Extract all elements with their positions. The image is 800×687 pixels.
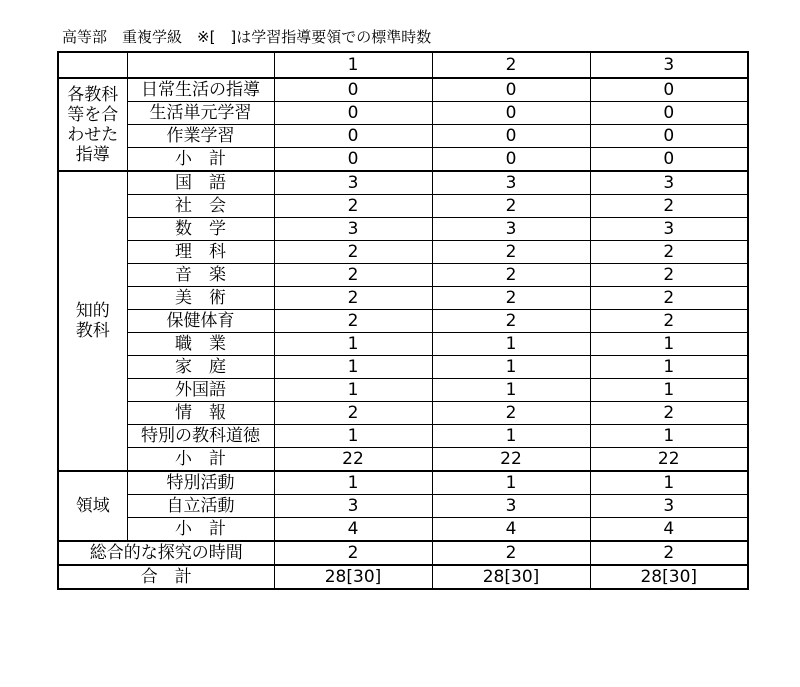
hours-cell-grade-1: 3 xyxy=(274,495,432,518)
hours-cell-grade-3: 3 xyxy=(590,218,748,241)
grade-header-1: 1 xyxy=(274,52,432,78)
hours-cell-grade-2: 1 xyxy=(432,471,590,495)
grand-total-cell-grade-2: 28[30] xyxy=(432,565,590,589)
header-blank-cell xyxy=(127,52,274,78)
subject-label: 外国語 xyxy=(127,379,274,402)
subject-label: 音 楽 xyxy=(127,264,274,287)
hours-cell-grade-1: 3 xyxy=(274,171,432,195)
table-row xyxy=(58,78,748,102)
hours-cell-grade-3: 3 xyxy=(590,171,748,195)
hours-cell-grade-2: 3 xyxy=(432,171,590,195)
category-cell xyxy=(58,78,127,171)
table-row xyxy=(58,379,748,402)
hours-cell-grade-3: 2 xyxy=(590,310,748,333)
subject-label: 特別活動 xyxy=(127,471,274,495)
subject-label: 小 計 xyxy=(127,448,274,472)
category-cell xyxy=(58,171,127,471)
hours-cell-grade-3: 0 xyxy=(590,148,748,172)
table-row xyxy=(58,402,748,425)
hours-cell-grade-2: 0 xyxy=(432,125,590,148)
hours-cell-grade-1: 0 xyxy=(274,125,432,148)
hours-cell-grade-1: 0 xyxy=(274,78,432,102)
hours-cell-grade-3: 3 xyxy=(590,495,748,518)
hours-cell-grade-3: 1 xyxy=(590,471,748,495)
header-blank-cell xyxy=(58,52,127,78)
category-line: 領域 xyxy=(75,496,110,516)
hours-cell-grade-2: 3 xyxy=(432,495,590,518)
category-line: 各教科 xyxy=(67,84,119,105)
hours-cell-grade-2: 2 xyxy=(432,264,590,287)
hours-cell-grade-2: 22 xyxy=(432,448,590,472)
grand-total-row xyxy=(58,565,748,589)
hours-cell-grade-2: 2 xyxy=(432,241,590,264)
hours-cell-grade-2: 1 xyxy=(432,356,590,379)
hours-cell-grade-3: 1 xyxy=(590,379,748,402)
hours-cell-grade-3: 4 xyxy=(590,518,748,542)
hours-cell-grade-1: 2 xyxy=(274,241,432,264)
hours-cell-grade-1: 0 xyxy=(274,148,432,172)
table-row xyxy=(58,125,748,148)
hours-cell-grade-1: 1 xyxy=(274,425,432,448)
hours-cell-grade-1: 2 xyxy=(274,264,432,287)
grand-total-cell-grade-3: 28[30] xyxy=(590,565,748,589)
category-line: 指導 xyxy=(75,144,110,165)
hours-cell-grade-3: 2 xyxy=(590,264,748,287)
table-row xyxy=(58,471,748,495)
hours-cell-grade-1: 0 xyxy=(274,102,432,125)
hours-cell-grade-2: 0 xyxy=(432,78,590,102)
hours-cell-grade-3: 0 xyxy=(590,125,748,148)
table-row xyxy=(58,448,748,472)
table-caption: 高等部 重複学級 ※[ ]は学習指導要領での標準時数 xyxy=(62,28,432,46)
category-line: 教科 xyxy=(75,321,110,341)
subject-label: 数 学 xyxy=(127,218,274,241)
subject-label: 家 庭 xyxy=(127,356,274,379)
hours-cell-grade-2: 2 xyxy=(432,287,590,310)
integrated-study-cell-grade-1: 2 xyxy=(274,541,432,565)
subject-label: 作業学習 xyxy=(127,125,274,148)
hours-cell-grade-1: 4 xyxy=(274,518,432,542)
table-row xyxy=(58,495,748,518)
grade-header-2: 2 xyxy=(432,52,590,78)
hours-cell-grade-3: 1 xyxy=(590,333,748,356)
table-row xyxy=(58,310,748,333)
hours-cell-grade-1: 1 xyxy=(274,379,432,402)
hours-cell-grade-1: 1 xyxy=(274,356,432,379)
hours-cell-grade-3: 1 xyxy=(590,425,748,448)
integrated-study-cell-grade-2: 2 xyxy=(432,541,590,565)
table-row xyxy=(58,333,748,356)
subject-label: 日常生活の指導 xyxy=(127,78,274,102)
integrated-study-cell-grade-3: 2 xyxy=(590,541,748,565)
subject-label: 小 計 xyxy=(127,518,274,542)
table-row xyxy=(58,102,748,125)
hours-cell-grade-1: 2 xyxy=(274,287,432,310)
integrated-study-label: 総合的な探究の時間 xyxy=(58,541,274,565)
hours-cell-grade-2: 2 xyxy=(432,402,590,425)
hours-cell-grade-1: 2 xyxy=(274,310,432,333)
subject-label: 職 業 xyxy=(127,333,274,356)
category-line: 知的 xyxy=(75,301,110,321)
hours-table xyxy=(57,51,749,590)
hours-cell-grade-3: 2 xyxy=(590,287,748,310)
hours-cell-grade-1: 2 xyxy=(274,402,432,425)
grade-header-3: 3 xyxy=(590,52,748,78)
hours-cell-grade-2: 1 xyxy=(432,379,590,402)
hours-cell-grade-3: 0 xyxy=(590,102,748,125)
hours-cell-grade-1: 22 xyxy=(274,448,432,472)
subject-label: 理 科 xyxy=(127,241,274,264)
hours-cell-grade-1: 3 xyxy=(274,218,432,241)
hours-cell-grade-2: 3 xyxy=(432,218,590,241)
hours-cell-grade-2: 4 xyxy=(432,518,590,542)
table-row xyxy=(58,287,748,310)
subject-label: 社 会 xyxy=(127,195,274,218)
table-row xyxy=(58,264,748,287)
subject-label: 美 術 xyxy=(127,287,274,310)
hours-cell-grade-1: 1 xyxy=(274,333,432,356)
hours-cell-grade-2: 0 xyxy=(432,148,590,172)
subject-label: 国 語 xyxy=(127,171,274,195)
table-row xyxy=(58,356,748,379)
header-row xyxy=(58,52,748,78)
table-row xyxy=(58,195,748,218)
category-line: わせた xyxy=(67,124,119,145)
hours-cell-grade-3: 2 xyxy=(590,195,748,218)
subject-label: 保健体育 xyxy=(127,310,274,333)
grand-total-label: 合 計 xyxy=(58,565,274,589)
table-row xyxy=(58,218,748,241)
hours-cell-grade-3: 0 xyxy=(590,78,748,102)
subject-label: 情 報 xyxy=(127,402,274,425)
hours-cell-grade-3: 2 xyxy=(590,402,748,425)
category-line: 等を合 xyxy=(67,104,119,125)
hours-cell-grade-2: 1 xyxy=(432,425,590,448)
subject-label: 生活単元学習 xyxy=(127,102,274,125)
hours-cell-grade-1: 2 xyxy=(274,195,432,218)
integrated-study-row xyxy=(58,541,748,565)
hours-table-body xyxy=(58,52,748,589)
hours-cell-grade-2: 2 xyxy=(432,195,590,218)
table-row xyxy=(58,518,748,542)
table-row xyxy=(58,241,748,264)
hours-cell-grade-1: 1 xyxy=(274,471,432,495)
table-row xyxy=(58,171,748,195)
hours-cell-grade-3: 1 xyxy=(590,356,748,379)
hours-cell-grade-2: 1 xyxy=(432,333,590,356)
hours-cell-grade-2: 2 xyxy=(432,310,590,333)
hours-cell-grade-2: 0 xyxy=(432,102,590,125)
subject-label: 特別の教科道徳 xyxy=(127,425,274,448)
subject-label: 小 計 xyxy=(127,148,274,172)
subject-label: 自立活動 xyxy=(127,495,274,518)
table-row xyxy=(58,148,748,172)
category-cell xyxy=(58,471,127,541)
hours-cell-grade-3: 22 xyxy=(590,448,748,472)
grand-total-cell-grade-1: 28[30] xyxy=(274,565,432,589)
hours-cell-grade-3: 2 xyxy=(590,241,748,264)
table-row xyxy=(58,425,748,448)
